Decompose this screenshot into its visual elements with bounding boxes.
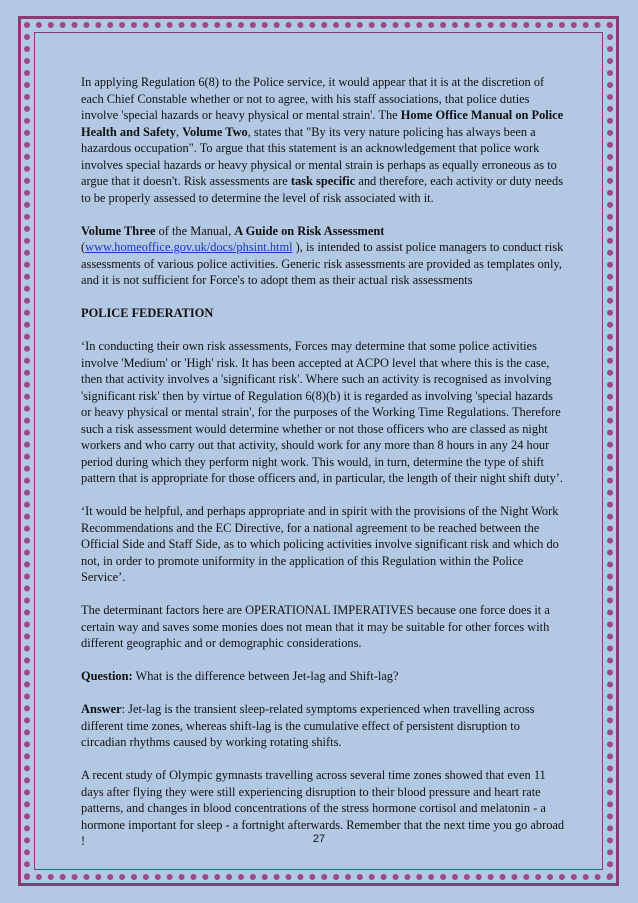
paragraph-federation-quote-2: ‘It would be helpful, and perhaps appropriate and in spirit with the provisions of the Night Work Recommendations and the EC Directive, for a national agreement to be reached between the Official Side and Staff Side, as to which policing activities involve significant risk and which do not, in order to promote uniformity in the application of this Regulation within the Police Service’. bbox=[81, 504, 559, 584]
paragraph-regulation: In applying Regulation 6(8) to the Police service, it would appear that it is at the discretion of each Chief Constable whether or not to agree, with his staff associations, that police duties involve 'special hazards or heavy physical or mental strain'. The Home Office Manual on Police Health and Safety, Volume Two, states that "By its very nature policing has always been a hazardous occupation". To argue that this statement is an acknowledgement that police work involves special hazards or heavy physical or mental strain is perhaps as equally erroneous as to argue that it doesn't. Risk assessments are task specific and therefore, each activity or duty needs to be properly assessed to determine the level of risk associated with it. bbox=[81, 75, 564, 205]
answer: Answer: Jet-lag is the transient sleep-related symptoms experienced when travelling across different time zones, whereas shift-lag is the cumulative effect of persistent disruption to circadian rhythms caused by working rotating shifts. bbox=[81, 702, 535, 749]
paragraph-determinant-factors: The determinant factors here are OPERATIONAL IMPERATIVES because one force does it a certain way and saves some monies does not mean that it may be suitable for other forces with different geographic and or demographic considerations. bbox=[81, 603, 550, 650]
page-number: 27 bbox=[312, 833, 326, 845]
paragraph-gymnasts-study: A recent study of Olympic gymnasts travelling across several time zones showed that even 11 days after flying they were still experiencing disruption to their blood pressure and heart rate patterns, and changes in blood concentrations of the stress hormone cortisol and melatonin - a hormone important for sleep - a fortnight afterwards. Remember that the next time you go abroad ! bbox=[81, 768, 565, 848]
section-heading: POLICE FEDERATION bbox=[81, 306, 214, 320]
paragraph-volume-three: Volume Three of the Manual, A Guide on Risk Assessment (www.homeoffice.gov.uk/docs/phsint.html ), is intended to assist police managers to conduct risk assessments of various police activities. Generic risk assessments are provided as templates only, and it is not sufficient for Force's to adopt them as their actual risk assessments bbox=[81, 223, 564, 287]
paragraph-federation-quote-1: ‘In conducting their own risk assessments, Forces may determine that some police activities involve 'Medium' or 'High' risk. It has been accepted at ACPO level that where this is the case, then that activity involves a 'significant risk'. Where such an activity is recognised as involving 'significant risk' then by virtue of Regulation 6(8)(b) it is regarded as involving 'special hazards or heavy physical or mental strain', for the purposes of the Working Time Regulations. Therefore such a risk assessment would determine whether or not those officers who are classed as night workers and who carry out that activity, should work for any more than 8 hours in any 24 hour period during which they perform night work. This would, in turn, determine the type of shift pattern that is appropriate for those officers and, in particular, the length of their night shift duty’. bbox=[81, 339, 564, 485]
document-body bbox=[81, 74, 565, 866]
homeoffice-link[interactable]: www.homeoffice.gov.uk/docs/phsint.html bbox=[85, 240, 293, 254]
question: Question: What is the difference between Jet-lag and Shift-lag? bbox=[81, 669, 399, 683]
